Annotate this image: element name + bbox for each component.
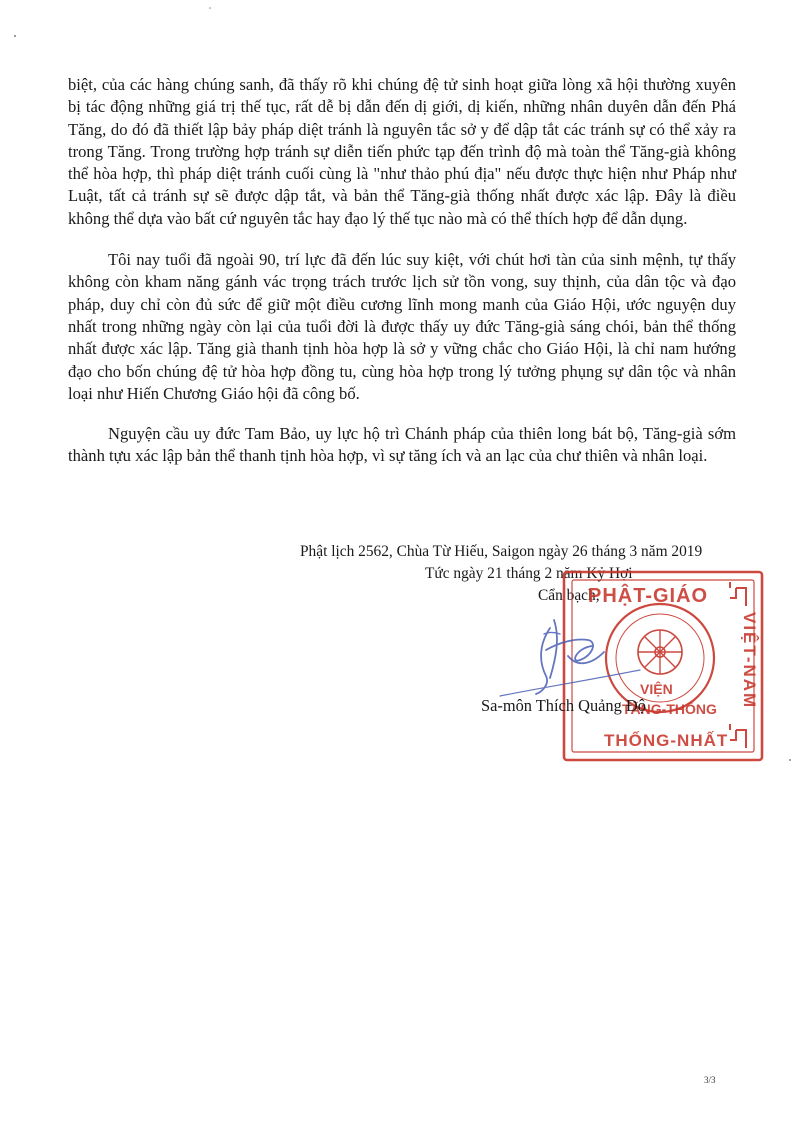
lunar-date-line: Tức ngày 21 tháng 2 năm Kỷ Hợi [425,565,633,582]
closing-line: Cẩn bạch, [538,587,600,604]
seal-text-center-2: TĂNG-THỐNG [622,701,717,717]
paragraph-1: biệt, của các hàng chúng sanh, đã thấy rõ khi chúng đệ tử sinh hoạt giữa lòng xã hội thường xuyên bị tác động những giá trị thế tục, rất dễ bị dẫn đến dị giới, dị kiến, những nhân duyên dẫn đến Phá Tăng, do đó đã thiết lập bảy pháp diệt tránh là nguyên tắc sở y để dập tắt các tránh sự có thể xảy ra trong Tăng. Trong trường hợp tránh sự diễn tiến phức tạp đến trình độ mà toàn thể Tăng-già không thể hòa hợp, thì pháp diệt tránh cuối cùng là "như thảo phú địa" nếu được thực hiện như Pháp như Luật, tất cả tránh sự sẽ được dập tắt, và bản thể Tăng-già thống nhất được xác lập. Đây là điều không thể dựa vào bất cứ nguyên tắc hay đạo lý thế tục nào mà có thể thích hợp để dẫn dụng. [68,75,736,228]
paragraph-3: Nguyện cầu uy đức Tam Bảo, uy lực hộ trì Chánh pháp của thiên long bát bộ, Tăng-già sớm thành tựu xác lập bản thể thanh tịnh hòa hợp, vì sự tăng ích và an lạc của chư thiên và nhân loại. [68,424,736,466]
page-number: 3/3 [704,1075,716,1085]
handwritten-signature [480,598,660,708]
seal-text-top: PHẬT-GIÁO [588,585,709,607]
letter-body [68,74,736,468]
seal-text-right: VIỆT-NAM [740,612,759,710]
paragraph-2: Tôi nay tuổi đã ngoài 90, trí lực đã đến lúc suy kiệt, với chút hơi tàn của sinh mệnh, tự thấy không còn kham năng gánh vác trọng trách trước lịch sử tồn vong, suy thịnh, của dân tộc và đạo pháp, duy chỉ còn đủ sức để giữ một điều cương lĩnh mong manh của Giáo Hội, ước nguyện duy nhất trong những ngày còn lại của tuổi đời là được thấy uy đức Tăng-già sáng chói, bản thể thống nhất được xác lập. Tăng già thanh tịnh hòa hợp là sở y vững chắc cho Giáo Hội, là chỉ nam hướng đạo cho bốn chúng đệ tử hòa hợp đồng tu, cùng hòa hợp trong lý tưởng phụng sự dân tộc và nhân loại như Hiến Chương Giáo hội đã công bố. [68,250,736,403]
date-line: Phật lịch 2562, Chùa Từ Hiếu, Saigon ngày 26 tháng 3 năm 2019 [300,543,703,560]
seal-text-center-1: VIỆN [640,681,673,697]
seal-text-bottom: THỐNG-NHẤT [604,731,729,750]
signer-name: Sa-môn Thích Quảng Độ [481,696,646,715]
